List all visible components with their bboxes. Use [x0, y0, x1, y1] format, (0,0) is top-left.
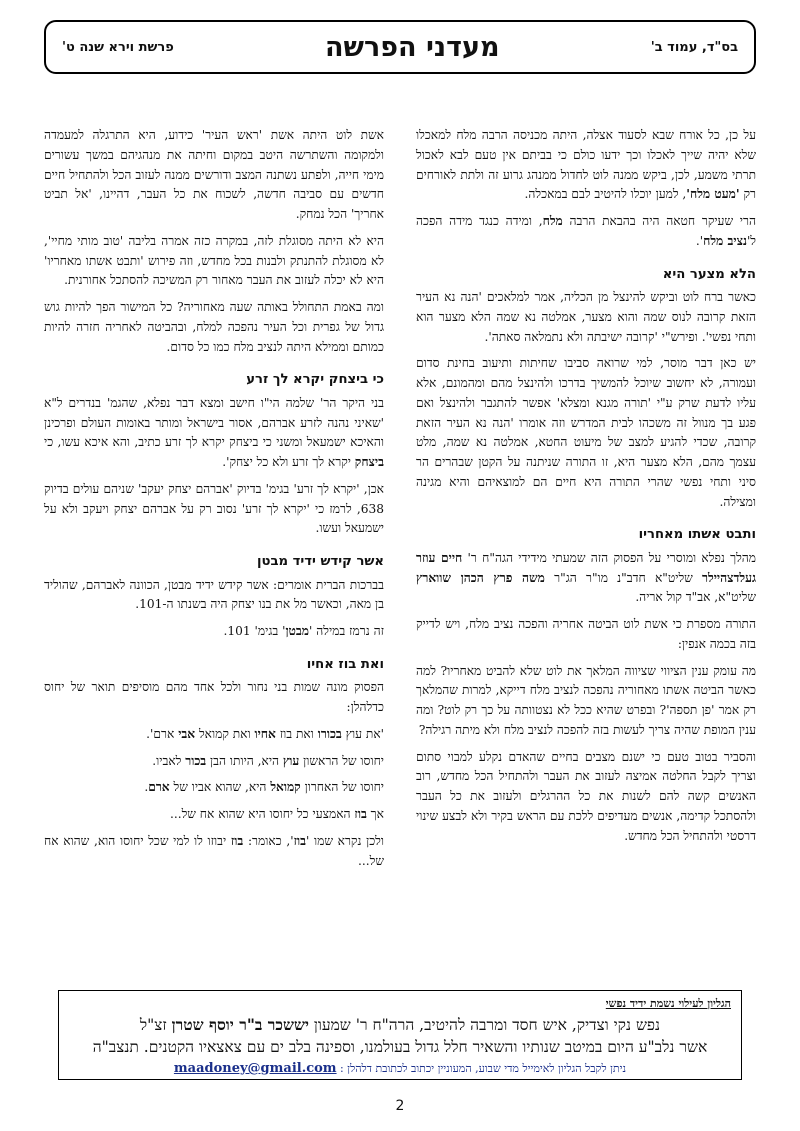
text-run: זצ"ל [139, 1016, 172, 1034]
bold-text: נציב מלח [703, 233, 747, 248]
bold-text: יששכר ב"ר יוסף שטרן [171, 1015, 309, 1034]
paragraph [416, 615, 756, 655]
bold-text: בוז [293, 833, 306, 848]
dedication-line-2: אשר נלב"ע היום במיטב שנותיו והשאיר חלל גדול בעולמנו, וספינה בלב ים עם צאצאיו הקטנים. תנצב"ה [92, 1038, 708, 1057]
text-run: הרי שעיקר חטאה היה בהבאת הרבה [562, 214, 756, 229]
bold-text: עוץ [282, 753, 300, 768]
header-page-ref: בס"ד, עמוד ב' [650, 39, 738, 55]
text-run: שליט"א, אב"ד קול אריה. [635, 590, 756, 605]
column-left [44, 126, 384, 976]
paragraph [44, 298, 384, 357]
bold-text: מבטן [285, 624, 310, 639]
text-run: '. [695, 233, 704, 248]
section-heading: ותבט אשתו מאחריו [638, 527, 756, 543]
page-number: 2 [395, 1098, 405, 1114]
text-run: התורה מספרת כי אשת לוט הביטה אחריה והפכה נציב מלח, ויש לדייק בזה בכמה אנפין: [416, 617, 756, 651]
text-run: נפש נקי וצדיק, איש חסד ומרבה להיטיב, הרה"ח ר' שמעון [308, 1016, 661, 1034]
text-run: יש כאן דבר מוסר, למי שרואה סביבו שחיתות ותיעוב בחינת סדום ועמורה, לא יחשוב שיוכל להמשיך בדרכו ולהינצל מהם ומהמונם, אלא עליו לדעת שרק ע"י 'תורה מגנא ומצלא' אפשר להתגבר ולהינצל ואם פגע בך מנוול זה משכהו לבית המדרש וזה אומרו 'הנה נא העיר הזאת קרובה, שכדי להגיע למצב של מיעוט החטא, אמלטה נא שמה, מלט עצמך מהם, הלא מצער היא, זו התורה שניתנה על הקטן שבהרים הר סיני ותחי נפשי שהרי התורה היא חיים הם למוצאיהם והיא מגינה ומצילה. [416, 356, 756, 509]
paragraph [416, 126, 756, 205]
section-heading: כי ביצחק יקרא לך זרע [246, 372, 384, 388]
bold-text: בוז [354, 807, 367, 822]
paragraph [416, 288, 756, 347]
text-run: ואת קמואל [195, 726, 255, 741]
paragraph [44, 576, 384, 616]
paragraph [416, 549, 756, 608]
dedication-line-1 [59, 1014, 741, 1036]
text-run: אשת לוט היתה אשת 'ראש העיר' כידוע, היא התרגלה למעמדה ולמקומה והשתרשה היטב במקום וחיתה את מנהגיהם במשך עשורים מימי חייה, ולפתע נשתנה המצב ודורשים ממנה לעזוב הכל ולהתחיל חיים חדשים עם סביבה חדשה, לשכוח את כל העבר, דהיינו, 'אל תביט אחריך' הכל נמחק. [44, 128, 384, 222]
bold-text: אבי [178, 726, 196, 741]
paragraph [44, 832, 384, 872]
section-heading: אשר קידש ידיד מבטן [256, 554, 384, 570]
text-run: היא לא היתה מסוגלת לזה, במקרה כזה אמרה בליבה 'טוב מותי מחיי', לא מסוגלת להתנתק ולבנות בכל מחדש, וזה פירוש 'ותבט אשתו מאחריו' היא לא יכלה לעזוב את העבר מאחור רק המשיכה להסתכל אחורנית. [44, 233, 384, 288]
article-columns [44, 126, 756, 976]
dedication-title: הגליון לעילוי נשמת ידיד נפשי [605, 997, 731, 1010]
text-run: ואת בוז [275, 726, 318, 741]
text-run: אך [366, 807, 384, 822]
page-header [44, 20, 756, 74]
section-heading: הלא מצער היא [662, 266, 756, 282]
paragraph [44, 232, 384, 291]
bold-text: קמואל [270, 780, 301, 795]
text-run: 'את עוץ [341, 726, 384, 741]
paragraph [44, 752, 384, 772]
paragraph [416, 212, 756, 252]
text-run: זה נרמז במילה ' [309, 624, 384, 639]
text-run: הפסוק מונה שמות בני נחור ולכל אחד מהם מוסיפים תואר של יחוס כדלהלן: [44, 680, 384, 714]
bold-text: אחיו [254, 726, 276, 741]
text-run: והסביר בטוב טעם כי ישנם מצבים בחיים שהאדם נקלע למבוי סתום וצריך לקבל החלטה אמיצה לעזוב את העבר ולהתחיל הכל מחדש, רוב האנשים קשה להם לשנות את כל ההרגלים ולעזוב את כל העבר ולהסתכל קדימה, אנשים מעדיפים ללכת עם הראש בקיר ולא לבצע שינוי דרסטי ולהתחיל הכל מחדש. [416, 749, 756, 843]
text-run: . [144, 780, 149, 795]
dedication-box [58, 990, 742, 1080]
paragraph [416, 748, 756, 847]
text-run: שליט"א חדב"נ מו"ר הג"ר [544, 570, 703, 585]
paragraph [416, 662, 756, 741]
text-run: ' בגימ' 101. [223, 624, 286, 639]
bold-text: בכור [185, 753, 207, 768]
text-run: מהלך נפלא ומוסרי על הפסוק הזה שמעתי מידידי הגה"ח ר' [462, 550, 756, 565]
bold-text: משה פרץ הכהן שווארץ [416, 570, 545, 585]
paragraph [44, 725, 384, 745]
text-run: היא, היותו הבן [206, 753, 283, 768]
text-run: ומה באמת התחולל באותה שעה מאחוריה? כל המישור הפך להיות גוש גדול של גפרית וכל העיר נהפכה למלח, ובהביטה לאחריה חזרה להיות כמותם וממילא היתה לנציב מלח כמו כל סדום. [44, 300, 384, 354]
bold-text: חיים עוזר געלדצהיילר [416, 550, 756, 585]
bold-text: 'מעט מלח' [686, 187, 740, 202]
bold-text: מלח [542, 214, 563, 229]
paragraph [44, 480, 384, 539]
subscription-note [59, 1061, 741, 1076]
text-run: על כן, כל אורח שבא לסעוד אצלה, היתה מכניסה הרבה מלח למאכלו שלא יהיה שייך לאכלו וכך ידעו כולם כי בביתם אין טעם לבא לאכול תרתי משמע, לכן, ביקש ממנה לוט לחדול ממנהג גרוע זה ולתת לאורחים רק [416, 128, 756, 202]
text-run: כאשר ברח לוט וביקש להינצל מן הכליה, אמר למלאכים 'הנה נא העיר הזאת קרובה לנוס שמה והוא מצער, אמלטה נא שמה הלא מצער הוא ותחי נפשי'. ופירש"י 'קרובה ישיבתה ולא נתמלאה סאתה'. [416, 289, 756, 344]
newsletter-title: מעדני הפרשה [324, 31, 500, 63]
text-run: האמצעי כל יחוסו היא שהוא אח של... [169, 807, 355, 822]
bold-text: ארם [148, 780, 170, 795]
subscription-text: ניתן לקבל הגליון לאימייל מדי שבוע, המעוניין יכתוב לכתובת דלהלן : [336, 1061, 627, 1075]
paragraph [44, 622, 384, 642]
text-run: יבוזו לו למי שכל יחוסו הוא, שהוא אח של... [44, 833, 384, 868]
text-run: , למען יוכלו להיטיב לבם במאכלה. [524, 187, 687, 202]
text-run: ארם'. [146, 726, 179, 741]
header-parsha: פרשת וירא שנה ט' [62, 39, 174, 55]
text-run: בברכות הברית אומרים: אשר קידש ידיד מבטן, הכוונה לאברהם, שהוליד בן מאה, וכאשר מל את בנו יצחק היה בשנתו ה-101. [44, 577, 384, 612]
paragraph [416, 354, 756, 512]
text-run: ', כאומר: [243, 833, 294, 848]
column-right [416, 126, 756, 976]
text-run: לאביו. [152, 753, 186, 768]
text-run: יקרא לך זרע ולא כל יצחק'. [222, 455, 355, 470]
bold-text: בוז [230, 833, 244, 848]
text-run: מה עומק ענין הציווי שציווה המלאך את לוט שלא להביט מאחריו? למה כאשר הביטה אשתו מאחוריה נהפכה לנציב מלח דייקא, למרות שהמלאך רק אמר 'פן תספה'? ובפרט שהיא ככל לא נצטוותה על כך רק לוט? ומה ענין המופת שהיה צריך לעשות בזה להפכה לנציב מלח ולא מיתה רגילה? [416, 663, 756, 737]
text-run: , ומידה כנגד מידה הפכה ל' [416, 214, 756, 248]
text-run: ולכן נקרא שמו ' [305, 833, 384, 848]
email-link[interactable]: maadoney@gmail.com [173, 1060, 337, 1076]
section-heading: ואת בוז אחיו [306, 656, 384, 672]
text-run: אכן, 'יקרא לך זרע' בגימ' בדיוק 'אברהם יצחק יעקב' שניהם עולים בדיוק 638, לרמז כי 'יקרא לך זרע' נסוב רק על אברהם יצחק ויעקב ולא על ישמעאל ועשו. [44, 481, 384, 536]
paragraph [44, 394, 384, 473]
text-run: היא, שהוא אביו של [169, 780, 271, 795]
paragraph [44, 805, 384, 825]
paragraph [44, 678, 384, 718]
text-run: בני היקר הר' שלמה הי"ו חישב ומצא דבר נפלא, שהגמ' בנדרים ל"א 'שאיני נהנה לזרע אברהם, אסור בישראל ומותר באומות העולם ופרכינן והאיכא ישמעאל ומשני כי ביצחק יקרא לך זרע כתיב, והא איכא עשו, כי [44, 395, 384, 450]
paragraph [44, 778, 384, 798]
text-run: יחוסו של הראשון [299, 753, 384, 768]
bold-text: בכורו [317, 726, 342, 741]
bold-text: ביצחק [354, 455, 384, 470]
paragraph [44, 126, 384, 225]
text-run: יחוסו של האחרון [300, 780, 384, 795]
